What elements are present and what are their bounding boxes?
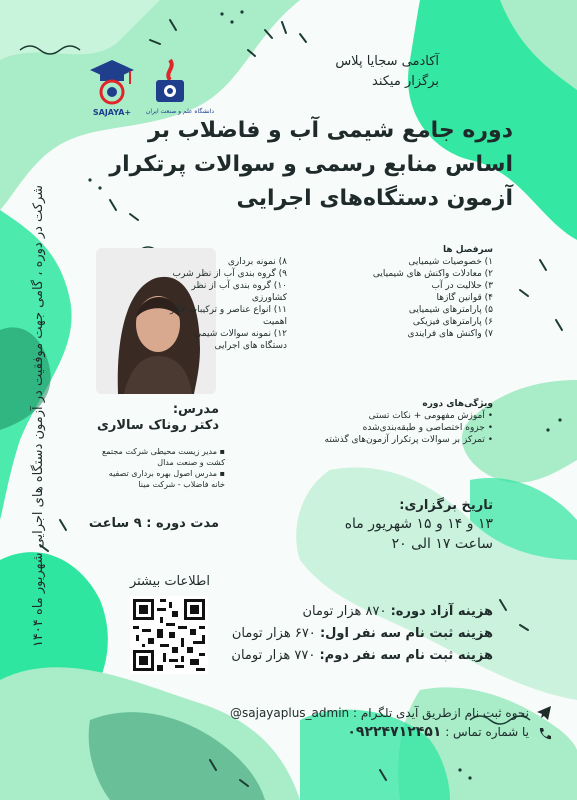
telegram-text: نحوه ثبت نام ازطریق آیدی تلگرام : <box>352 706 529 720</box>
price-first-label: هزینه ثبت نام سه نفر اول: <box>319 626 493 641</box>
syllabus-item: ۳) حلالیت در آب <box>431 281 493 291</box>
bio-line: کشت و صنعت مدال <box>157 458 225 467</box>
university-logo: دانشگاه علم و صنعت ایران <box>142 58 218 124</box>
phone-text: یا شماره تماس : <box>445 725 529 739</box>
syllabus-item: ۱) خصوصیات شیمیایی <box>408 257 493 267</box>
organizer-text: برگزار میکند <box>372 74 439 89</box>
price-free <box>303 604 494 619</box>
schedule-label: تاریخ برگزاری: <box>399 498 493 513</box>
qr-code[interactable] <box>130 596 208 674</box>
academy-name: آکادمی سجایا پلاس <box>335 54 439 69</box>
instructor-bio <box>102 446 225 490</box>
syllabus-item: ۷) واکنش های فرایندی <box>407 329 493 339</box>
features-heading: ویژگی‌های دوره <box>422 399 493 409</box>
syllabus-item: دستگاه های اجرایی <box>214 341 287 351</box>
feature-item: • جزوه اختصاصی و طبقه‌بندی‌شده <box>362 423 493 433</box>
syllabus-item: ۱۲) نمونه سوالات شیمی <box>194 329 287 339</box>
price-free-value: ۸۷۰ هزار تومان <box>302 604 387 619</box>
course-title-line1: دوره جامع شیمی آب و فاضلاب بر <box>148 118 513 143</box>
bio-line: ▪ مدرس اصول بهره برداری تصفیه <box>108 469 225 478</box>
syllabus-item: ۲) معادلات واکنش های شیمیایی <box>372 269 493 279</box>
instructor-label: مدرس: <box>172 402 219 417</box>
syllabus-item: ۴) قوانین گازها <box>436 293 493 303</box>
syllabus-column-1 <box>373 256 493 340</box>
syllabus-item: کشاورزی <box>251 293 287 303</box>
phone-icon <box>538 726 552 740</box>
instructor-name: دکتر روناک سالاری <box>96 418 219 433</box>
course-title-line2: اساس منابع رسمی و سوالات پرتکرار <box>109 152 513 177</box>
price-first-value: ۶۷۰ هزار تومان <box>231 626 316 641</box>
syllabus-item: اهمیت <box>262 317 287 327</box>
phone-line <box>347 724 529 740</box>
syllabus-column-2 <box>170 256 287 352</box>
sajaya-logo: SAJAYA+ <box>88 58 136 124</box>
syllabus-item: ۵) پارامترهای شیمیایی <box>408 305 493 315</box>
syllabus-item: ۶) پارامترهای فیزیکی <box>412 317 493 327</box>
vertical-slogan: شرکت در دوره ، گامی جهت موفقیت در آزمون دستگاه های اجرایی شهریور ماه ۱۴۰۴ <box>31 184 46 648</box>
course-title-line3: آزمون دستگاه‌های اجرایی <box>236 186 513 211</box>
bio-line: ▪ مدیر زیست محیطی شرکت مجتمع <box>102 447 225 456</box>
schedule-time: ساعت ۱۷ الی ۲۰ <box>391 536 493 552</box>
feature-item: • تمرکز بر سوالات پرتکرار آزمون‌های گذشته <box>324 435 493 445</box>
telegram-icon <box>536 705 552 721</box>
price-first <box>232 626 493 641</box>
schedule-dates: ۱۳ و ۱۴ و ۱۵ شهریور ماه <box>344 516 493 532</box>
syllabus-item: ۱۱) انواع عناصر و ترکیبات حائز <box>170 305 287 315</box>
bio-line: خانه فاضلاب - شرکت مینا <box>138 480 225 489</box>
features-list <box>325 410 493 446</box>
syllabus-item: ۱۰) گروه بندی آب از نظر <box>191 281 287 291</box>
telegram-line <box>230 706 529 720</box>
price-second <box>231 648 493 663</box>
price-second-value: ۷۷۰ هزار تومان <box>231 648 316 663</box>
more-info-label: اطلاعات بیشتر <box>129 574 210 589</box>
syllabus-item: ۹) گروه بندی آب از نظر شرب <box>172 269 287 279</box>
phone-number[interactable]: ۰۹۲۲۴۷۱۲۴۵۱ <box>347 724 442 740</box>
syllabus-item: ۸) نمونه برداری <box>227 257 287 267</box>
syllabus-heading: سرفصل ها <box>443 245 493 255</box>
price-free-label: هزینه آزاد دوره: <box>390 604 493 619</box>
feature-item: • آموزش مفهومی + نکات تستی <box>368 411 493 421</box>
telegram-id[interactable]: @sajayaplus_admin <box>230 706 350 720</box>
price-second-label: هزینه ثبت نام سه نفر دوم: <box>319 648 493 663</box>
course-duration: مدت دوره : ۹ ساعت <box>88 516 219 531</box>
